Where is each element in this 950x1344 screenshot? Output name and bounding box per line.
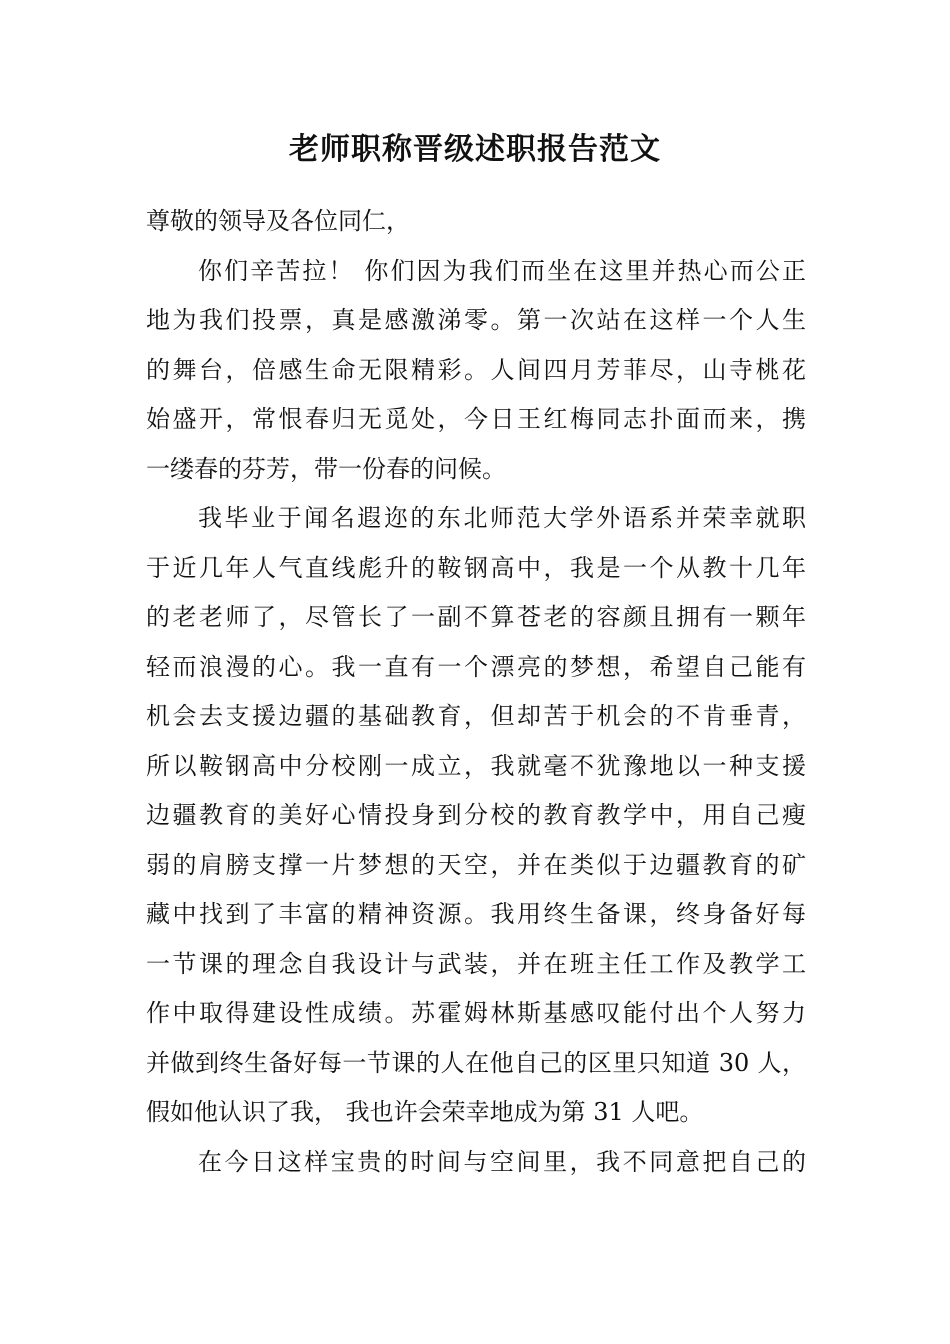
body-line: 的舞台，倍感生命无限精彩。人间四月芳菲尽，山寺桃花 bbox=[146, 355, 806, 384]
body-line: 轻而浪漫的心。我一直有一个漂亮的梦想，希望自己能有 bbox=[146, 652, 806, 681]
document-title: 老师职称晋级述职报告范文 bbox=[289, 132, 661, 167]
body-line: 藏中找到了丰富的精神资源。我用终生备课，终身备好每 bbox=[146, 900, 806, 928]
document-body bbox=[146, 197, 806, 1187]
body-line: 一节课的理念自我设计与武装，并在班主任工作及教学工 bbox=[146, 949, 806, 978]
body-line: 机会去支援边疆的基础教育，但却苦于机会的不肯垂青， bbox=[146, 702, 806, 730]
body-line: 的老老师了，尽管长了一副不算苍老的容颜且拥有一颗年 bbox=[146, 603, 806, 631]
body-line: 地为我们投票，真是感激涕零。第一次站在这样一个人生 bbox=[146, 306, 806, 334]
body-line: 在今日这样宝贵的时间与空间里，我不同意把自己的 bbox=[198, 1147, 806, 1176]
body-line: 并做到终生备好每一节课的人在他自己的区里只知道 30 人， bbox=[146, 1048, 806, 1077]
body-line: 尊敬的领导及各位同仁， bbox=[146, 207, 410, 235]
body-line: 假如他认识了我， 我也许会荣幸地成为第 31 人吧。 bbox=[146, 1098, 704, 1126]
body-line: 边疆教育的美好心情投身到分校的教育教学中，用自己瘦 bbox=[146, 801, 806, 829]
body-line: 所以鞍钢高中分校刚一成立，我就毫不犹豫地以一种支援 bbox=[146, 751, 806, 780]
body-line: 你们辛苦拉！ 你们因为我们而坐在这里并热心而公正 bbox=[198, 256, 806, 285]
body-line: 于近几年人气直线彪升的鞍钢高中，我是一个从教十几年 bbox=[146, 553, 806, 582]
body-line: 始盛开，常恨春归无觅处，今日王红梅同志扑面而来，携 bbox=[146, 405, 806, 433]
body-line: 作中取得建设性成绩。苏霍姆林斯基感叹能付出个人努力 bbox=[146, 999, 806, 1027]
body-line: 弱的肩膀支撑一片梦想的天空，并在类似于边疆教育的矿 bbox=[146, 850, 806, 879]
body-line: 我毕业于闻名遐迩的东北师范大学外语系并荣幸就职 bbox=[198, 504, 806, 532]
body-line: 一缕春的芬芳，带一份春的问候。 bbox=[146, 454, 506, 483]
